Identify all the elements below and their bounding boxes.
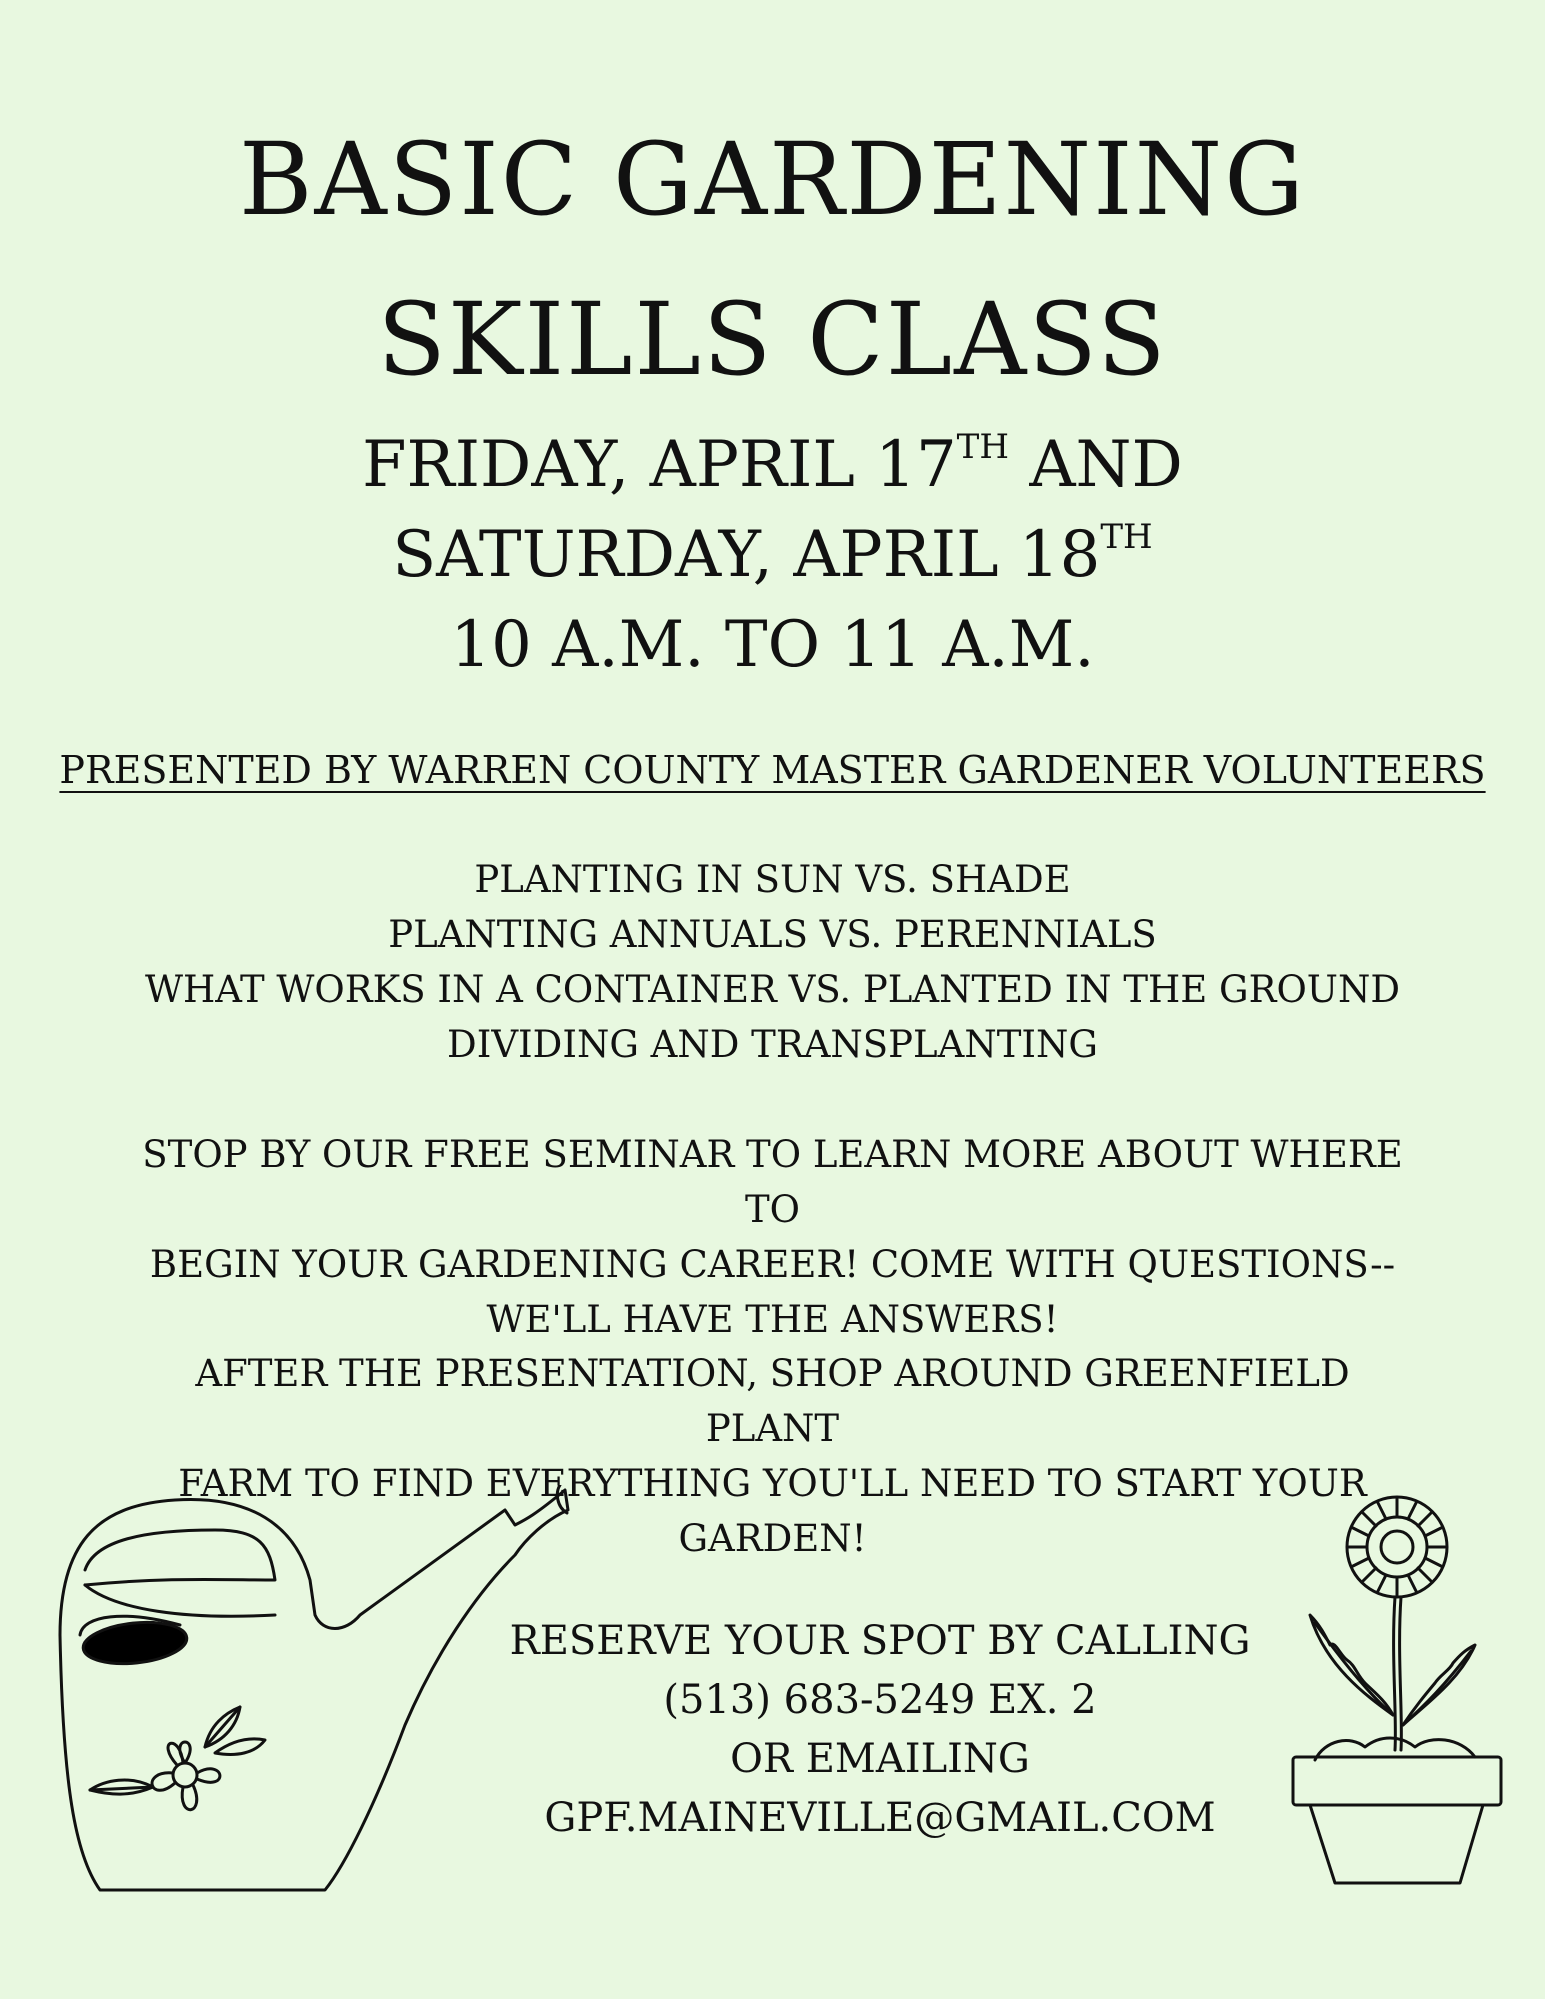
- reserve-line: OR EMAILING: [730, 1736, 1030, 1782]
- after-line: FARM TO FIND EVERYTHING YOU'LL NEED TO START YOUR: [178, 1462, 1367, 1505]
- event-time: 10 A.M. TO 11 A.M.: [450, 608, 1095, 682]
- after-line: AFTER THE PRESENTATION, SHOP AROUND GREENFIELD PLANT: [195, 1352, 1350, 1450]
- seminar-line: WE'LL HAVE THE ANSWERS!: [486, 1298, 1059, 1341]
- topic-item: PLANTING ANNUALS VS. PERENNIALS: [388, 913, 1157, 956]
- date-line-2: [0, 510, 1545, 600]
- date-line-1: [0, 420, 1545, 510]
- topic-item: DIVIDING AND TRANSPLANTING: [447, 1023, 1098, 1066]
- date-friday: FRIDAY, APRIL 17: [362, 428, 957, 502]
- potted-flower-icon: [1285, 1495, 1510, 1890]
- seminar-line: STOP BY OUR FREE SEMINAR TO LEARN MORE ABOUT WHERE TO: [142, 1133, 1403, 1231]
- seminar-line: BEGIN YOUR GARDENING CAREER! COME WITH QUESTIONS--: [149, 1243, 1396, 1286]
- topic-item: WHAT WORKS IN A CONTAINER VS. PLANTED IN THE GROUND: [144, 968, 1401, 1011]
- topic-list: [0, 852, 1545, 1072]
- topic-item: PLANTING IN SUN VS. SHADE: [474, 858, 1071, 901]
- email-address: GPF.MAINEVILLE@GMAIL.COM: [544, 1795, 1216, 1841]
- presented-by: PRESENTED BY WARREN COUNTY MASTER GARDENER VOLUNTEERS: [59, 748, 1486, 792]
- phone-number: (513) 683-5249 EX. 2: [663, 1677, 1097, 1723]
- event-dates: [0, 420, 1545, 690]
- date-friday-suffix: TH: [956, 427, 1009, 467]
- date-and: AND: [1008, 428, 1183, 502]
- seminar-paragraph: [130, 1127, 1415, 1347]
- title-line-1: BASIC GARDENING: [239, 121, 1306, 238]
- date-saturday: SATURDAY, APRIL 18: [392, 518, 1101, 592]
- after-line: GARDEN!: [678, 1517, 867, 1560]
- reserve-line: RESERVE YOUR SPOT BY CALLING: [509, 1618, 1251, 1664]
- date-saturday-suffix: TH: [1100, 517, 1153, 557]
- reservation-info: [500, 1612, 1260, 1848]
- watering-can-icon: [55, 1485, 585, 1905]
- title-line-2: SKILLS CLASS: [377, 281, 1168, 398]
- flyer-title: [0, 100, 1545, 420]
